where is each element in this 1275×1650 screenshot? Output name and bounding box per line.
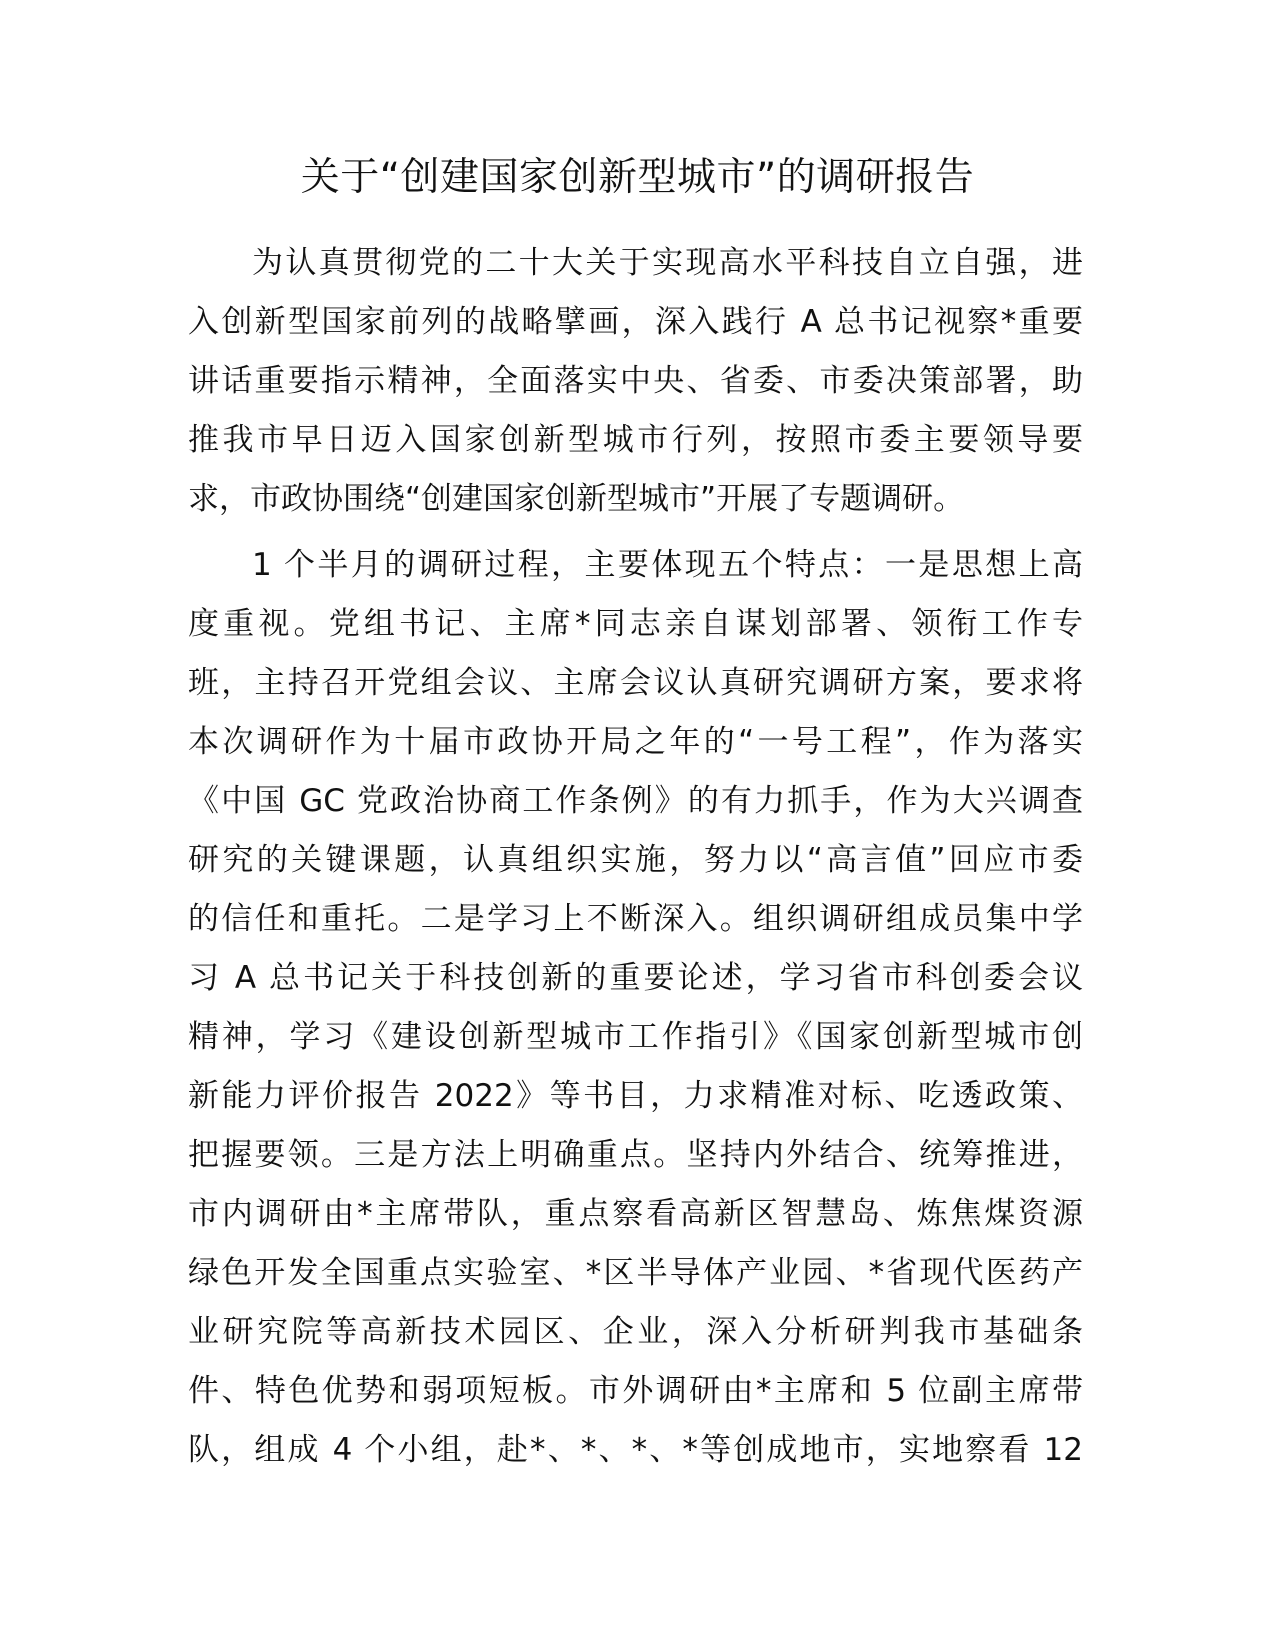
text-line: 把握要领。三是方法上明确重点。坚持内外结合、统筹推进，	[188, 1137, 1083, 1173]
text-line: 习 A 总书记关于科技创新的重要论述，学习省市科创委会议	[188, 960, 1083, 996]
text-line: 本次调研作为十届市政协开局之年的“一号工程”，作为落实	[188, 724, 1083, 760]
text-line: 绿色开发全国重点实验室、*区半导体产业园、*省现代医药产	[188, 1255, 1083, 1291]
text-line: 推我市早日迈入国家创新型城市行列，按照市委主要领导要	[188, 422, 1083, 458]
paragraph-intro	[188, 234, 1083, 529]
text-line: 度重视。党组书记、主席*同志亲自谋划部署、领衔工作专	[188, 606, 1083, 642]
document-title: 关于“创建国家创新型城市”的调研报告	[300, 155, 975, 200]
text-line: 班，主持召开党组会议、主席会议认真研究调研方案，要求将	[188, 665, 1083, 701]
text-line: 件、特色优势和弱项短板。市外调研由*主席和 5 位副主席带	[188, 1373, 1083, 1409]
text-line: 1 个半月的调研过程，主要体现五个特点：一是思想上高	[252, 547, 1083, 583]
text-line: 新能力评价报告 2022》等书目，力求精准对标、吃透政策、	[188, 1078, 1083, 1114]
text-line: 求，市政协围绕“创建国家创新型城市”开展了专题调研。	[188, 481, 965, 517]
text-line: 市内调研由*主席带队，重点察看高新区智慧岛、炼焦煤资源	[188, 1196, 1083, 1232]
text-line: 为认真贯彻党的二十大关于实现高水平科技自立自强，进	[252, 245, 1083, 281]
text-line: 业研究院等高新技术园区、企业，深入分析研判我市基础条	[188, 1314, 1083, 1350]
text-line: 入创新型国家前列的战略擘画，深入践行 A 总书记视察*重要	[188, 304, 1083, 340]
text-line: 研究的关键课题，认真组织实施，努力以“高言值”回应市委	[188, 842, 1083, 878]
text-line: 队，组成 4 个小组，赴*、*、*、*等创成地市，实地察看 12	[188, 1432, 1083, 1468]
text-line: 精神，学习《建设创新型城市工作指引》《国家创新型城市创	[188, 1019, 1083, 1055]
text-line: 《中国 GC 党政治协商工作条例》的有力抓手，作为大兴调查	[188, 783, 1083, 819]
text-line: 讲话重要指示精神，全面落实中央、省委、市委决策部署，助	[188, 363, 1083, 399]
paragraph-process	[188, 536, 1083, 1480]
text-line: 的信任和重托。二是学习上不断深入。组织调研组成员集中学	[188, 901, 1083, 937]
